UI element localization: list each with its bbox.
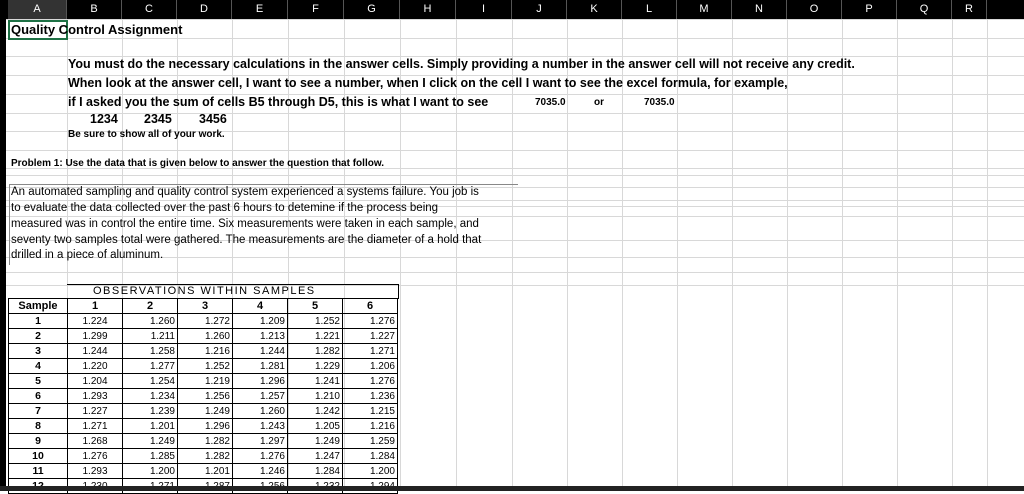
example-value: 7035.0 (535, 97, 566, 108)
observation-cell[interactable]: 1.215 (343, 404, 398, 419)
sample-header: Sample (9, 299, 68, 314)
observation-cell[interactable]: 1.299 (68, 329, 123, 344)
table-row (9, 449, 398, 464)
observation-cell[interactable]: 1.276 (68, 449, 123, 464)
observation-cell[interactable]: 1.276 (343, 314, 398, 329)
column-header-o[interactable]: O (787, 0, 842, 19)
observation-cell[interactable]: 1.216 (343, 419, 398, 434)
instruction-line-3: if I asked you the sum of cells B5 through D5, this is what I want to see (68, 95, 489, 109)
observation-cell[interactable]: 1.271 (343, 344, 398, 359)
grid-vline (987, 19, 988, 491)
observation-cell[interactable]: 1.224 (68, 314, 123, 329)
observation-cell[interactable]: 1.260 (123, 314, 178, 329)
observation-cell[interactable]: 1.268 (68, 434, 123, 449)
sample-number[interactable]: 1 (9, 314, 68, 329)
column-header-h[interactable]: H (400, 0, 456, 19)
observation-cell[interactable]: 1.204 (68, 374, 123, 389)
observation-cell[interactable]: 1.242 (288, 404, 343, 419)
grid-hline (6, 38, 1024, 39)
observation-cell[interactable]: 1.229 (288, 359, 343, 374)
observation-cell[interactable]: 1.247 (288, 449, 343, 464)
table-row (9, 404, 398, 419)
column-header-f[interactable]: F (288, 0, 344, 19)
observation-cell[interactable]: 1.244 (68, 344, 123, 359)
grid-vline (952, 19, 953, 491)
column-header-c[interactable]: C (122, 0, 177, 19)
observation-cell[interactable]: 1.277 (123, 359, 178, 374)
observation-cell[interactable]: 1.276 (233, 449, 288, 464)
observation-cell[interactable]: 1.200 (123, 464, 178, 479)
observation-cell[interactable]: 1.201 (178, 464, 233, 479)
column-header-g[interactable]: G (344, 0, 400, 19)
example-number-1: 1234 (90, 112, 118, 126)
observation-cell[interactable]: 1.241 (288, 374, 343, 389)
observation-cell[interactable]: 1.276 (343, 374, 398, 389)
column-header-m[interactable]: M (677, 0, 732, 19)
grid-vline (842, 19, 843, 491)
observation-cell[interactable]: 1.219 (178, 374, 233, 389)
grid-vline (897, 19, 898, 491)
table-row (9, 464, 398, 479)
sheet-title: Quality Control Assignment (11, 22, 183, 37)
observation-cell[interactable]: 1.239 (123, 404, 178, 419)
problem-heading: Problem 1: Use the data that is given below to answer the question that follow. (11, 158, 385, 169)
sample-number[interactable]: 8 (9, 419, 68, 434)
table-caption: OBSERVATIONS WITHIN SAMPLES (93, 285, 316, 297)
observation-cell[interactable]: 1.256 (178, 389, 233, 404)
example-formula: 7035.0 (644, 97, 675, 108)
observation-cell[interactable]: 1.258 (123, 344, 178, 359)
observation-cell[interactable]: 1.249 (178, 404, 233, 419)
observation-cell[interactable]: 1.297 (233, 434, 288, 449)
observation-cell[interactable]: 1.211 (123, 329, 178, 344)
grid-hline (6, 272, 1024, 273)
observation-cell[interactable]: 1.282 (178, 434, 233, 449)
table-row (9, 419, 398, 434)
observation-cell[interactable]: 1.234 (123, 389, 178, 404)
observation-cell[interactable]: 1.284 (343, 449, 398, 464)
observation-cell[interactable]: 1.209 (233, 314, 288, 329)
observation-cell[interactable]: 1.201 (123, 419, 178, 434)
column-header-l[interactable]: L (622, 0, 677, 19)
example-number-3: 3456 (199, 112, 227, 126)
observation-cell[interactable]: 1.271 (68, 419, 123, 434)
or-text: or (594, 97, 604, 108)
column-header-i[interactable]: I (456, 0, 512, 19)
observation-cell[interactable]: 1.284 (288, 464, 343, 479)
table-row (9, 344, 398, 359)
example-number-2: 2345 (144, 112, 172, 126)
observation-cell[interactable]: 1.216 (178, 344, 233, 359)
problem-paragraph-line-4: seventy two samples total were gathered. The measurements are the diameter of a hold that (11, 234, 482, 246)
table-row (9, 314, 398, 329)
observation-cell[interactable]: 1.252 (288, 314, 343, 329)
observation-cell[interactable]: 1.260 (233, 404, 288, 419)
observation-header: 5 (288, 299, 343, 314)
table-row (9, 434, 398, 449)
observation-cell[interactable]: 1.205 (288, 419, 343, 434)
grid-hline (6, 175, 1024, 176)
problem-paragraph-line-3: measured was in control the entire time. Six measurements were taken in each sample, and (11, 218, 479, 230)
sample-number[interactable]: 9 (9, 434, 68, 449)
observation-cell[interactable]: 1.200 (343, 464, 398, 479)
observation-cell[interactable]: 1.227 (68, 404, 123, 419)
column-header-d[interactable]: D (177, 0, 232, 19)
observation-cell[interactable]: 1.293 (68, 389, 123, 404)
table-header-row (9, 299, 398, 314)
observations-table (8, 298, 398, 494)
table-row (9, 359, 398, 374)
observation-cell[interactable]: 1.249 (288, 434, 343, 449)
column-header-r[interactable]: R (952, 0, 987, 19)
sample-number[interactable]: 5 (9, 374, 68, 389)
observation-cell[interactable]: 1.281 (233, 359, 288, 374)
row-header-strip (0, 19, 6, 491)
observation-cell[interactable]: 1.249 (123, 434, 178, 449)
observation-cell[interactable]: 1.260 (178, 329, 233, 344)
observation-cell[interactable]: 1.257 (233, 389, 288, 404)
observation-cell[interactable]: 1.236 (343, 389, 398, 404)
column-header-q[interactable]: Q (897, 0, 952, 19)
column-header-b[interactable]: B (67, 0, 122, 19)
observation-cell[interactable]: 1.296 (233, 374, 288, 389)
show-work-note: Be sure to show all of your work. (68, 129, 225, 140)
observation-cell[interactable]: 1.220 (68, 359, 123, 374)
sample-number[interactable]: 11 (9, 464, 68, 479)
sample-number[interactable]: 6 (9, 389, 68, 404)
column-header-e[interactable]: E (232, 0, 288, 19)
observation-cell[interactable]: 1.282 (178, 449, 233, 464)
observation-cell[interactable]: 1.254 (123, 374, 178, 389)
observation-header: 1 (68, 299, 123, 314)
observation-header: 6 (343, 299, 398, 314)
problem-paragraph-line-2: to evaluate the data collected over the past 6 hours to detemine if the process being (11, 202, 439, 214)
table-row (9, 389, 398, 404)
column-header-n[interactable]: N (732, 0, 787, 19)
sample-number[interactable]: 3 (9, 344, 68, 359)
column-header-j[interactable]: J (512, 0, 567, 19)
bottom-scroll-edge (0, 486, 1024, 491)
observation-cell[interactable]: 1.243 (233, 419, 288, 434)
column-header-k[interactable]: K (567, 0, 622, 19)
problem-paragraph-line-5: drilled in a piece of aluminum. (11, 249, 164, 261)
observation-cell[interactable]: 1.259 (343, 434, 398, 449)
instruction-line-2: When look at the answer cell, I want to see a number, when I click on the cell I want to see the excel formula, for example, (68, 76, 788, 90)
observation-cell[interactable]: 1.213 (233, 329, 288, 344)
column-header-a[interactable]: A (8, 0, 67, 19)
observation-cell[interactable]: 1.246 (233, 464, 288, 479)
caption-border (67, 284, 399, 299)
table-row (9, 329, 398, 344)
observation-header: 4 (233, 299, 288, 314)
observation-cell[interactable]: 1.252 (178, 359, 233, 374)
observation-cell[interactable]: 1.210 (288, 389, 343, 404)
column-header-p[interactable]: P (842, 0, 897, 19)
problem-paragraph-line-1: An automated sampling and quality control system experienced a systems failure. You job is (11, 186, 479, 198)
observation-header: 2 (123, 299, 178, 314)
grid-hline (6, 150, 1024, 151)
observation-cell[interactable]: 1.296 (178, 419, 233, 434)
observation-cell[interactable]: 1.285 (123, 449, 178, 464)
observation-cell[interactable]: 1.227 (343, 329, 398, 344)
observation-cell[interactable]: 1.206 (343, 359, 398, 374)
grid-hline (6, 19, 1024, 20)
table-row (9, 374, 398, 389)
sample-number[interactable]: 10 (9, 449, 68, 464)
sample-number[interactable]: 7 (9, 404, 68, 419)
instruction-line-1: You must do the necessary calculations in the answer cells. Simply providing a number in the answer cell will not receive any credit. (68, 57, 855, 71)
observation-cell[interactable]: 1.272 (178, 314, 233, 329)
observation-cell[interactable]: 1.221 (288, 329, 343, 344)
observation-cell[interactable]: 1.282 (288, 344, 343, 359)
sample-number[interactable]: 4 (9, 359, 68, 374)
observation-cell[interactable]: 1.293 (68, 464, 123, 479)
observation-header: 3 (178, 299, 233, 314)
observation-cell[interactable]: 1.244 (233, 344, 288, 359)
sample-number[interactable]: 2 (9, 329, 68, 344)
